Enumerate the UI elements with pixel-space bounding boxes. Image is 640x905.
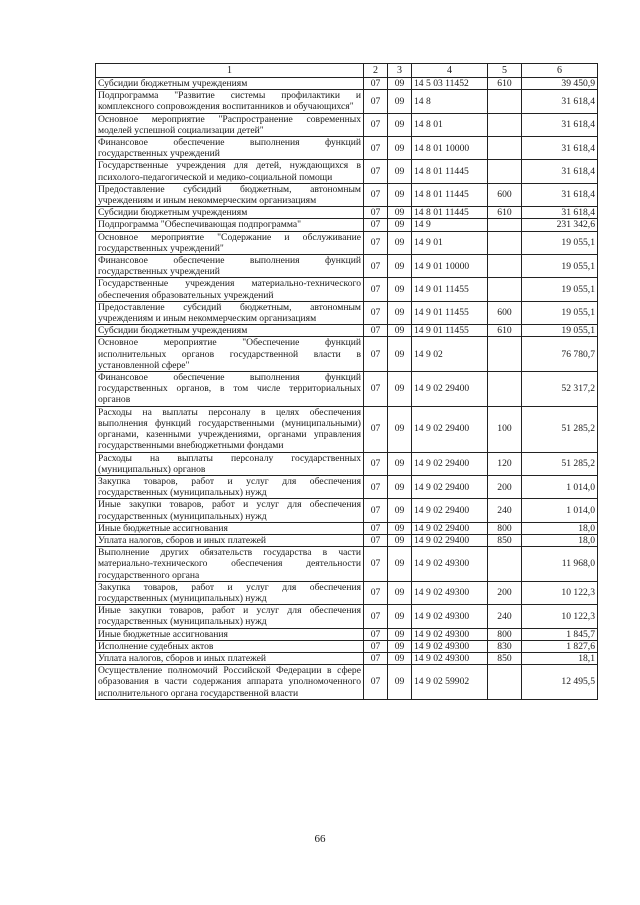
row-target-code-cell: 14 8 01 11445 [412,183,488,206]
table-row [96,605,598,628]
row-target-code-cell: 14 9 02 [412,337,488,372]
row-expense-type-cell: 800 [488,522,522,534]
row-expense-type-cell: 240 [488,499,522,522]
row-section-cell: 07 [364,137,388,160]
row-section-cell: 07 [364,652,388,664]
row-target-code-cell: 14 5 03 11452 [412,78,488,90]
row-expense-type-cell: 120 [488,452,522,475]
row-name-cell: Предоставление субсидий бюджетным, автономным учреждениям и иным некоммерческим организациям [96,183,364,206]
table-row [96,325,598,337]
table-row [96,78,598,90]
row-sum-cell: 76 780,7 [522,337,598,372]
row-name-cell: Основное мероприятие "Содержание и обслуживание государственных учреждений" [96,231,364,254]
row-expense-type-cell [488,255,522,278]
table-row [96,652,598,664]
row-name-cell: Иные бюджетные ассигнования [96,628,364,640]
row-subsection-cell: 09 [388,372,412,407]
table-row [96,581,598,604]
row-section-cell: 07 [364,219,388,231]
table-row [96,475,598,498]
table-row [96,372,598,407]
table-row [96,547,598,582]
row-sum-cell: 11 968,0 [522,547,598,582]
row-sum-cell: 52 317,2 [522,372,598,407]
row-target-code-cell: 14 9 02 29400 [412,499,488,522]
row-subsection-cell: 09 [388,640,412,652]
row-subsection-cell: 09 [388,90,412,113]
row-section-cell: 07 [364,475,388,498]
table-row [96,160,598,183]
row-name-cell: Осуществление полномочий Российской Федерации в сфере образования в части содержания аппарата уполномоченного исполнительного органа государственной власти [96,665,364,700]
row-section-cell: 07 [364,640,388,652]
row-subsection-cell: 09 [388,255,412,278]
row-target-code-cell: 14 9 01 10000 [412,255,488,278]
row-sum-cell: 31 618,4 [522,160,598,183]
row-sum-cell: 19 055,1 [522,278,598,301]
budget-table [95,63,598,700]
row-name-cell: Иные закупки товаров, работ и услуг для обеспечения государственных (муниципальных) нужд [96,605,364,628]
row-name-cell: Иные бюджетные ассигнования [96,522,364,534]
row-target-code-cell: 14 8 [412,90,488,113]
row-target-code-cell: 14 9 [412,219,488,231]
table-row [96,219,598,231]
row-sum-cell: 19 055,1 [522,255,598,278]
row-name-cell: Предоставление субсидий бюджетным, автономным учреждениям и иным некоммерческим организациям [96,301,364,324]
row-section-cell: 07 [364,207,388,219]
table-row [96,137,598,160]
row-target-code-cell: 14 8 01 10000 [412,137,488,160]
header-cell-subsection: 3 [388,64,412,78]
row-target-code-cell: 14 9 02 49300 [412,640,488,652]
row-target-code-cell: 14 9 02 29400 [412,452,488,475]
row-sum-cell: 19 055,1 [522,325,598,337]
row-subsection-cell: 09 [388,522,412,534]
row-section-cell: 07 [364,278,388,301]
row-subsection-cell: 09 [388,581,412,604]
row-sum-cell: 1 014,0 [522,499,598,522]
row-sum-cell: 12 495,5 [522,665,598,700]
row-target-code-cell: 14 8 01 [412,113,488,136]
row-subsection-cell: 09 [388,547,412,582]
row-target-code-cell: 14 9 02 49300 [412,652,488,664]
row-expense-type-cell [488,160,522,183]
row-subsection-cell: 09 [388,665,412,700]
row-expense-type-cell: 200 [488,581,522,604]
row-expense-type-cell [488,113,522,136]
row-sum-cell: 31 618,4 [522,113,598,136]
row-sum-cell: 31 618,4 [522,137,598,160]
row-target-code-cell: 14 8 01 11445 [412,207,488,219]
row-section-cell: 07 [364,113,388,136]
row-subsection-cell: 09 [388,160,412,183]
row-section-cell: 07 [364,255,388,278]
row-sum-cell: 39 450,9 [522,78,598,90]
row-sum-cell: 51 285,2 [522,452,598,475]
row-expense-type-cell [488,137,522,160]
row-section-cell: 07 [364,372,388,407]
row-expense-type-cell: 600 [488,301,522,324]
row-name-cell: Иные закупки товаров, работ и услуг для обеспечения государственных (муниципальных) нужд [96,499,364,522]
table-row [96,665,598,700]
row-expense-type-cell [488,219,522,231]
row-expense-type-cell: 850 [488,534,522,546]
table-row [96,406,598,452]
row-target-code-cell: 14 9 02 49300 [412,605,488,628]
header-cell-section: 2 [364,64,388,78]
table-row [96,255,598,278]
table-row [96,499,598,522]
row-target-code-cell: 14 9 02 29400 [412,475,488,498]
row-section-cell: 07 [364,406,388,452]
row-name-cell: Уплата налогов, сборов и иных платежей [96,534,364,546]
row-subsection-cell: 09 [388,183,412,206]
table-body [96,78,598,700]
row-name-cell: Основное мероприятие "Обеспечение функций исполнительных органов государственной власти в установленной сфере" [96,337,364,372]
row-sum-cell: 1 827,6 [522,640,598,652]
row-expense-type-cell: 100 [488,406,522,452]
row-name-cell: Подпрограмма "Обеспечивающая подпрограмма" [96,219,364,231]
row-subsection-cell: 09 [388,534,412,546]
row-sum-cell: 18,0 [522,522,598,534]
row-section-cell: 07 [364,452,388,475]
row-subsection-cell: 09 [388,207,412,219]
row-section-cell: 07 [364,534,388,546]
table-row [96,337,598,372]
row-expense-type-cell: 600 [488,183,522,206]
row-expense-type-cell: 200 [488,475,522,498]
row-expense-type-cell [488,231,522,254]
row-section-cell: 07 [364,499,388,522]
row-expense-type-cell: 850 [488,652,522,664]
row-sum-cell: 18,1 [522,652,598,664]
row-section-cell: 07 [364,547,388,582]
row-target-code-cell: 14 9 02 59902 [412,665,488,700]
header-row [96,64,598,78]
row-section-cell: 07 [364,231,388,254]
table-row [96,90,598,113]
table-row [96,278,598,301]
row-expense-type-cell: 610 [488,325,522,337]
row-subsection-cell: 09 [388,452,412,475]
row-sum-cell: 19 055,1 [522,231,598,254]
row-sum-cell: 31 618,4 [522,90,598,113]
row-expense-type-cell [488,665,522,700]
row-sum-cell: 31 618,4 [522,207,598,219]
row-name-cell: Субсидии бюджетным учреждениям [96,207,364,219]
row-section-cell: 07 [364,665,388,700]
row-sum-cell: 10 122,3 [522,581,598,604]
row-name-cell: Закупка товаров, работ и услуг для обеспечения государственных (муниципальных) нужд [96,581,364,604]
row-section-cell: 07 [364,325,388,337]
row-expense-type-cell: 830 [488,640,522,652]
row-name-cell: Основное мероприятие "Распространение современных моделей успешной социализации детей" [96,113,364,136]
row-subsection-cell: 09 [388,231,412,254]
row-section-cell: 07 [364,337,388,372]
row-expense-type-cell [488,90,522,113]
row-subsection-cell: 09 [388,406,412,452]
row-section-cell: 07 [364,78,388,90]
row-name-cell: Государственные учреждения для детей, нуждающихся в психолого-педагогической и медико-социальной помощи [96,160,364,183]
row-expense-type-cell: 240 [488,605,522,628]
table-row [96,534,598,546]
row-name-cell: Исполнение судебных актов [96,640,364,652]
row-target-code-cell: 14 9 02 49300 [412,547,488,582]
row-name-cell: Уплата налогов, сборов и иных платежей [96,652,364,664]
row-expense-type-cell: 610 [488,207,522,219]
row-section-cell: 07 [364,301,388,324]
row-subsection-cell: 09 [388,137,412,160]
header-cell-target-code: 4 [412,64,488,78]
row-name-cell: Расходы на выплаты персоналу государственных (муниципальных) органов [96,452,364,475]
table-row [96,207,598,219]
row-sum-cell: 10 122,3 [522,605,598,628]
header-cell-name: 1 [96,64,364,78]
row-expense-type-cell [488,337,522,372]
row-expense-type-cell: 610 [488,78,522,90]
row-target-code-cell: 14 8 01 11445 [412,160,488,183]
row-subsection-cell: 09 [388,475,412,498]
row-target-code-cell: 14 9 02 29400 [412,372,488,407]
row-target-code-cell: 14 9 02 29400 [412,406,488,452]
row-subsection-cell: 09 [388,78,412,90]
header-cell-sum: 6 [522,64,598,78]
row-name-cell: Финансовое обеспечение выполнения функций государственных учреждений [96,137,364,160]
row-subsection-cell: 09 [388,325,412,337]
row-section-cell: 07 [364,605,388,628]
page-number: 66 [314,833,326,845]
row-target-code-cell: 14 9 02 29400 [412,534,488,546]
header-cell-expense-type: 5 [488,64,522,78]
row-target-code-cell: 14 9 01 11455 [412,301,488,324]
row-subsection-cell: 09 [388,219,412,231]
row-subsection-cell: 09 [388,499,412,522]
table-row [96,183,598,206]
row-subsection-cell: 09 [388,301,412,324]
row-subsection-cell: 09 [388,337,412,372]
row-sum-cell: 18,0 [522,534,598,546]
row-section-cell: 07 [364,183,388,206]
row-expense-type-cell [488,372,522,407]
row-expense-type-cell [488,547,522,582]
row-target-code-cell: 14 9 01 11455 [412,325,488,337]
row-expense-type-cell [488,278,522,301]
table-row [96,113,598,136]
row-sum-cell: 51 285,2 [522,406,598,452]
row-name-cell: Подпрограмма "Развитие системы профилактики и комплексного сопровождения воспитанников и обучающихся" [96,90,364,113]
row-subsection-cell: 09 [388,605,412,628]
row-name-cell: Финансовое обеспечение выполнения функций государственных учреждений [96,255,364,278]
row-target-code-cell: 14 9 02 29400 [412,522,488,534]
row-section-cell: 07 [364,581,388,604]
row-sum-cell: 1 014,0 [522,475,598,498]
row-name-cell: Расходы на выплаты персоналу в целях обеспечения выполнения функций государственными (муниципальными) органами, казенными учреждениями, органами управления государственными внебюджетными фондами [96,406,364,452]
row-name-cell: Выполнение других обязательств государства в части материально-технического обеспечения деятельности государственного органа [96,547,364,582]
row-section-cell: 07 [364,522,388,534]
row-subsection-cell: 09 [388,278,412,301]
row-name-cell: Субсидии бюджетным учреждениям [96,325,364,337]
row-expense-type-cell: 800 [488,628,522,640]
row-subsection-cell: 09 [388,652,412,664]
row-name-cell: Субсидии бюджетным учреждениям [96,78,364,90]
row-section-cell: 07 [364,160,388,183]
table-row [96,301,598,324]
table-row [96,640,598,652]
table-row [96,628,598,640]
row-section-cell: 07 [364,90,388,113]
table-row [96,231,598,254]
row-name-cell: Закупка товаров, работ и услуг для обеспечения государственных (муниципальных) нужд [96,475,364,498]
row-subsection-cell: 09 [388,628,412,640]
table-row [96,522,598,534]
row-target-code-cell: 14 9 02 49300 [412,628,488,640]
row-sum-cell: 231 342,6 [522,219,598,231]
row-section-cell: 07 [364,628,388,640]
row-sum-cell: 19 055,1 [522,301,598,324]
row-sum-cell: 1 845,7 [522,628,598,640]
row-subsection-cell: 09 [388,113,412,136]
row-target-code-cell: 14 9 02 49300 [412,581,488,604]
row-sum-cell: 31 618,4 [522,183,598,206]
table-row [96,452,598,475]
row-name-cell: Государственные учреждения материально-технического обеспечения образовательных учреждений [96,278,364,301]
row-target-code-cell: 14 9 01 11455 [412,278,488,301]
row-name-cell: Финансовое обеспечение выполнения функций государственных органов, в том числе территориальных органов [96,372,364,407]
row-target-code-cell: 14 9 01 [412,231,488,254]
